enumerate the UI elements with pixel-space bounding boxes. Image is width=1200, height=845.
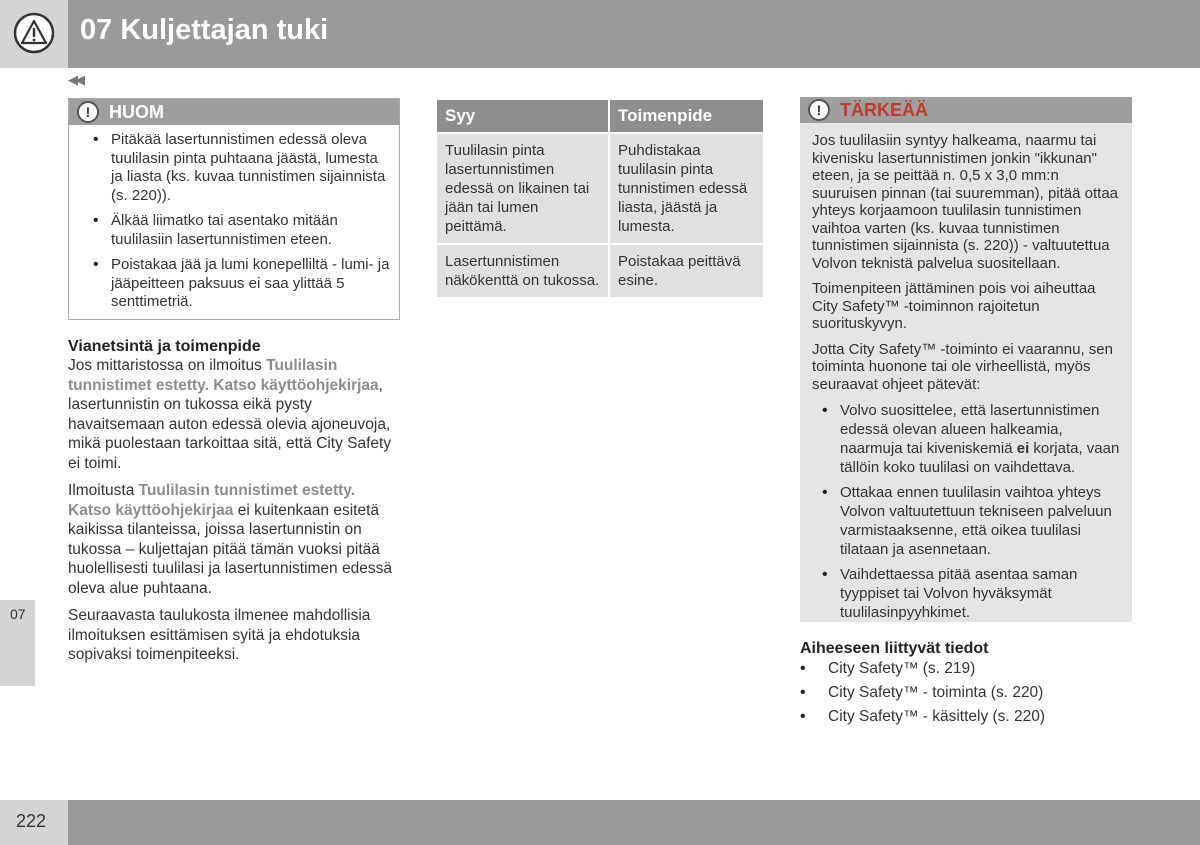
text-run: Volvo suosittelee, että lasertunnistimen edessä olevan alueen halkeamia, naarmuja tai kiveniskemiä <box>840 402 1100 457</box>
note-item: • Älkää liimatko tai asentako mitään tuulilasiin lasertunnistimen eteen. <box>83 212 393 249</box>
important-header <box>800 97 1132 123</box>
table-cell: Tuulilasin pinta lasertunnistimen edessä on likainen tai jään tai lumen peittämä. <box>437 134 608 243</box>
table-row <box>437 134 763 243</box>
important-paragraph-3: Jotta City Safety™ -toiminto ei vaarannu, sen toiminta huonone tai ole virheellistä, myös seuraavat ohjeet pätevät: <box>812 340 1113 393</box>
table-cell: Lasertunnistimen näkökenttä on tukossa. <box>437 245 608 297</box>
column-header-action: Toimenpide <box>610 100 763 132</box>
related-link[interactable]: • City Safety™ - käsittely (s. 220) <box>800 707 1132 726</box>
text-run: Ilmoitusta <box>68 482 139 499</box>
column-header-cause: Syy <box>437 100 608 132</box>
note-item: • Poistakaa jää ja lumi konepelliltä - lumi- ja jääpeitteen paksuus ei saa ylittää 5 senttimetriä. <box>83 256 393 312</box>
important-item: • Ottakaa ennen tuulilasin vaihtoa yhteys Volvon valtuutettuun tekniseen palveluun varmistaaksenne, että oikea tuulilasi tilataan ja asennetaan. <box>812 483 1122 559</box>
important-box <box>800 97 1132 622</box>
footer-bar <box>68 800 1200 845</box>
note-list <box>83 131 393 319</box>
important-list <box>812 401 1122 622</box>
related-list <box>800 659 1132 726</box>
important-item <box>812 401 1122 477</box>
table-row <box>437 245 763 297</box>
troubleshoot-paragraph-3: Seuraavasta taulukosta ilmenee mahdollisia ilmoituksen esittämisen syitä ja ehdotuksia sopivaksi toimenpiteeksi. <box>68 607 371 663</box>
note-box <box>68 98 400 320</box>
troubleshoot-paragraph-1 <box>68 356 401 473</box>
chapter-side-tab-label: 07 <box>10 606 26 622</box>
related-section <box>800 640 1132 731</box>
display-message: Tuulilasin tunnistimet estetty. Katso käyttöohjekirjaa <box>68 482 356 519</box>
note-header <box>69 99 399 125</box>
important-body <box>812 132 1122 628</box>
exclamation-icon: ! <box>808 99 830 121</box>
important-title: TÄRKEÄÄ <box>840 100 928 120</box>
double-chevron-left-icon[interactable]: ◀◀ <box>68 72 82 87</box>
related-heading: Aiheeseen liittyvät tiedot <box>800 640 989 657</box>
text-run: korjata, vaan tällöin koko tuulilasi on vaihdettava. <box>840 440 1120 476</box>
important-paragraph-2: Toimenpiteen jättäminen pois voi aiheuttaa City Safety™ -toiminnon rajoitetun suorituskyvyn. <box>812 280 1096 332</box>
cause-action-table <box>435 98 765 299</box>
important-paragraph-1: Jos tuulilasiin syntyy halkeama, naarmu tai kivenisku lasertunnistimen jonkin "ikkunan" eteen, ja se peittää n. 0,5 x 3,0 mm:n suuruisen pinnan (tai suuremman), pitää ottaa yhteys korjaamoon tuulilasin tunnistimen vaihtoa varten (ks. kuvaa tunnistimen tunnistimen sijainnista (s. 220)) - valtuutettua Volvon teknistä palvelua suositellaan. <box>812 132 1119 272</box>
page-number: 222 <box>16 811 47 831</box>
display-message: Tuulilasin tunnistimet estetty. Katso käyttöohjekirjaa <box>68 357 379 394</box>
text-run: , lasertunnistin on tukossa eikä pysty havaitsemaan auton edessä olevia ajoneuvoja, mikä puolestaan tarkoittaa sitä, että City Safety ei toimi. <box>68 376 392 472</box>
troubleshoot-paragraph-2 <box>68 481 401 598</box>
chapter-title: 07 Kuljettajan tuki <box>80 14 329 46</box>
troubleshoot-section <box>68 338 401 665</box>
note-item: • Pitäkää lasertunnistimen edessä oleva tuulilasin pinta puhtaana jäästä, lumesta ja liasta (ks. kuvaa tunnistimen sijainnista (s. 220)). <box>83 131 393 205</box>
table-header-row <box>437 100 763 132</box>
text-run: Jos mittaristossa on ilmoitus <box>68 357 267 374</box>
table-cell: Puhdistakaa tuulilasin pinta tunnistimen edessä liasta, jäästä ja lumesta. <box>610 134 763 243</box>
warning-triangle-icon <box>13 12 55 54</box>
exclamation-icon: ! <box>77 101 99 123</box>
text-run: ei kuitenkaan esitetä kaikissa tilanteissa, joissa lasertunnistin on tukossa – kuljettajan pitää tämän vuoksi pitää huolellisesti tuulilasi ja lasertunnistimen edessä oleva alue puhtaana. <box>68 501 392 597</box>
important-item: • Vaihdettaessa pitää asentaa saman tyyppiset tai Volvon hyväksymät tuulilasinpyyhkimet. <box>812 565 1122 622</box>
troubleshoot-heading: Vianetsintä ja toimenpide <box>68 338 261 355</box>
related-link[interactable]: • City Safety™ - toiminta (s. 220) <box>800 683 1132 702</box>
related-link[interactable]: • City Safety™ (s. 219) <box>800 659 1132 678</box>
note-title: HUOM <box>109 102 164 122</box>
table-cell: Poistakaa peittävä esine. <box>610 245 763 297</box>
emphasis-text: ei <box>1016 440 1030 457</box>
